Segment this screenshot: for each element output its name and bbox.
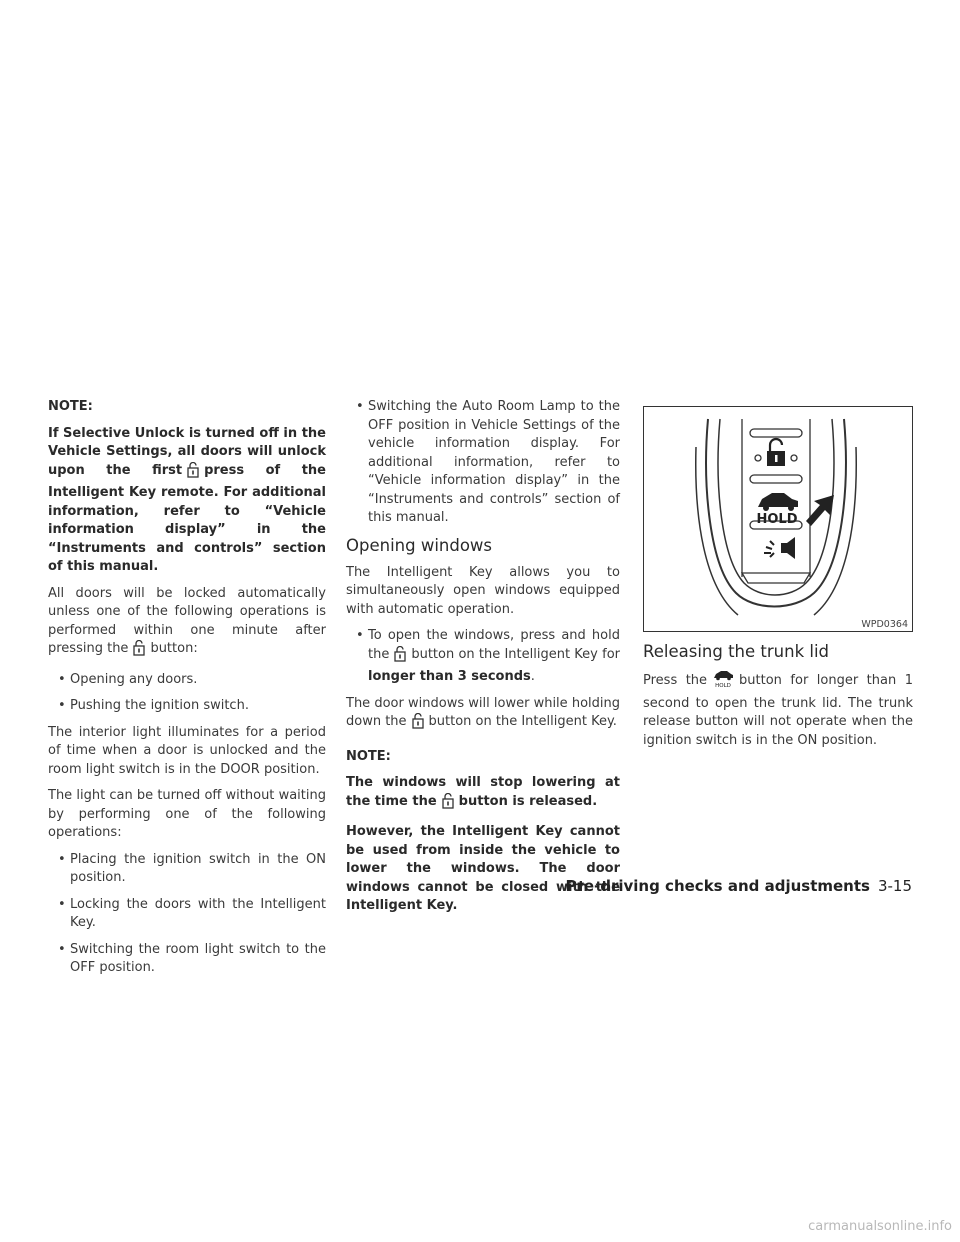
light-off-paragraph: The light can be turned off without waiting by performing one of the following operations: <box>48 788 326 840</box>
light-off-list <box>48 851 326 978</box>
panic-horn-icon <box>764 537 795 559</box>
page-number: 3-15 <box>877 877 912 895</box>
page-footer <box>565 877 912 896</box>
svg-text:HOLD: HOLD <box>715 683 731 688</box>
windows-list <box>346 627 620 687</box>
note-windows-stop: The windows will stop lowering at the time the button is released. <box>346 774 620 815</box>
unlock-key-icon <box>186 462 200 485</box>
hold-label: HOLD <box>756 512 798 527</box>
list-item: • Pushing the ignition switch. <box>48 697 326 716</box>
unlock-key-icon <box>441 793 455 816</box>
auto-lock-list <box>48 671 326 716</box>
note-heading: NOTE: <box>48 399 93 414</box>
note-selective-unlock: If Selective Unlock is turned off in the Vehicle Settings, all doors will unlock upon the first press of the Intelligent Key remote. For additional information, refer to “Vehicle information display” in the “Instruments and controls” section of this manual. <box>48 425 326 574</box>
list-item: • Opening any doors. <box>48 671 326 690</box>
list-item: • To open the windows, press and hold the button on the Intelligent Key for longer than 3 seconds. <box>346 627 620 687</box>
list-item: • Locking the doors with the Intelligent Key. <box>48 896 326 933</box>
auto-lock-paragraph: All doors will be locked automatically unless one of the following operations is performed within one minute after pressing the button: <box>48 585 326 663</box>
note-heading: NOTE: <box>346 748 391 764</box>
car-icon <box>758 493 798 511</box>
interior-light-paragraph: The interior light illuminates for a period of time when a door is unlocked and the room light switch is in the DOOR position. <box>48 724 326 777</box>
section-heading-opening-windows: Opening windows <box>346 535 493 555</box>
intelligent-key-illustration <box>644 407 912 631</box>
column-right <box>643 406 913 758</box>
list-item: • Switching the room light switch to the OFF position. <box>48 941 326 978</box>
windows-intro-paragraph: The Intelligent Key allows you to simultaneously open windows equipped with automatic operation. <box>346 564 620 617</box>
unlock-key-icon <box>411 713 425 736</box>
figure-code: WPD0364 <box>861 619 908 630</box>
auto-room-lamp-list <box>346 398 620 528</box>
trunk-hold-icon <box>711 670 735 695</box>
windows-lower-paragraph: The door windows will lower while holding down the button on the Intelligent Key. <box>346 695 620 736</box>
unlock-key-icon <box>393 646 407 669</box>
column-left <box>48 398 326 986</box>
section-heading-trunk: Releasing the trunk lid <box>643 642 830 661</box>
intelligent-key-figure <box>643 406 913 632</box>
unlock-key-icon <box>132 640 146 663</box>
list-item: • Switching the Auto Room Lamp to the OFF position in Vehicle Settings of the vehicle information display. For additional information, refer to “Vehicle information display” in the “Instruments and controls” section of this manual. <box>346 398 620 528</box>
note-windows-closed: However, the Intelligent Key cannot be used from inside the vehicle to lower the windows. The door windows cannot be closed with the Intelligent Key. <box>346 824 620 913</box>
unlock-icon <box>755 439 797 466</box>
column-middle <box>346 398 620 924</box>
watermark: carmanualsonline.info <box>808 1218 952 1234</box>
footer-section-title: Pre-driving checks and adjustments <box>565 877 870 895</box>
list-item: • Placing the ignition switch in the ON position. <box>48 851 326 888</box>
trunk-paragraph: Press the HOLD button for longer than 1 second to open the trunk lid. The trunk release button will not operate when the ignition switch is in the ON position. <box>643 670 913 750</box>
